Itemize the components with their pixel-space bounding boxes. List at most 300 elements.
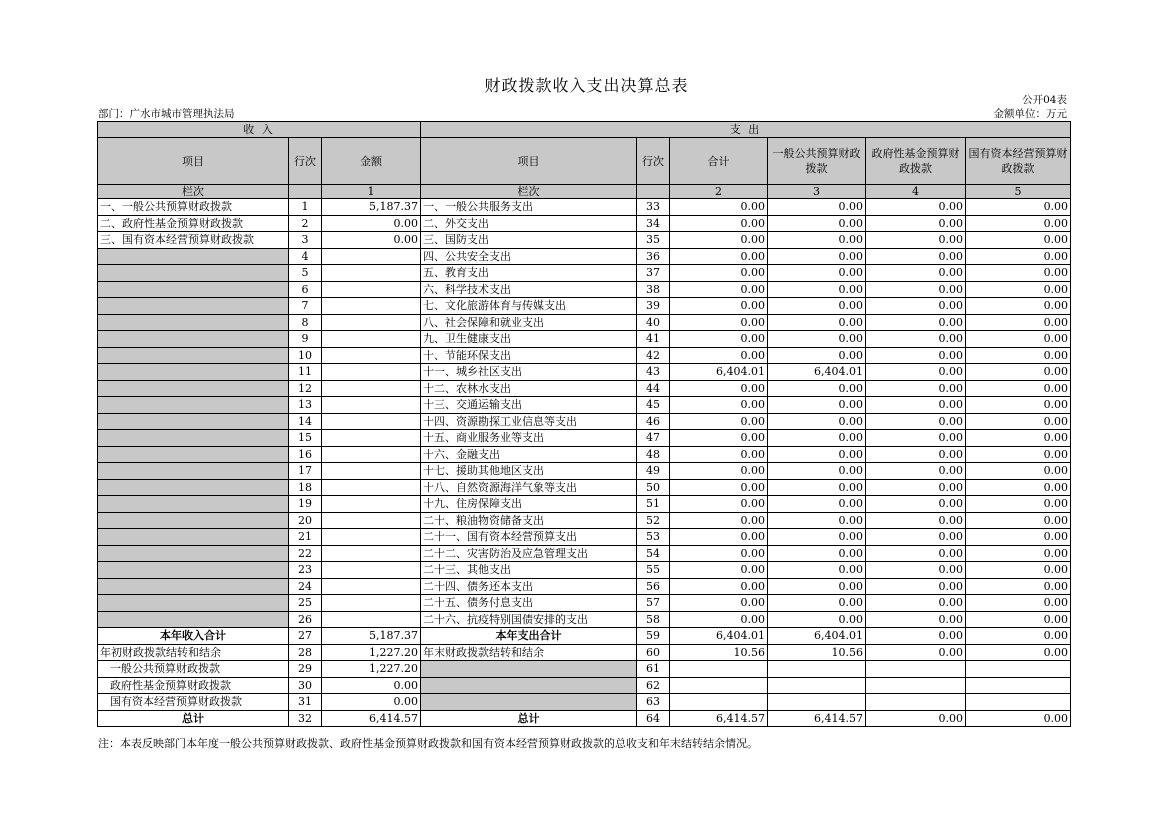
expense-total-amount: 6,404.01: [670, 628, 768, 645]
begin-balance-label: 年初财政拨款结转和结余: [98, 644, 289, 661]
expense-line: 48: [637, 446, 670, 463]
expense-total: 0.00: [670, 314, 768, 331]
income-line: 18: [289, 479, 322, 496]
expense-total: 0.00: [670, 430, 768, 447]
expense-header: 支 出: [421, 122, 1071, 138]
begin-balance-amount: 1,227.20: [322, 644, 421, 661]
expense-line: 44: [637, 380, 670, 397]
expense-fund: 0.00: [866, 562, 966, 579]
expense-total: 0.00: [670, 545, 768, 562]
expense-state: 0.00: [966, 446, 1071, 463]
income-amount: [322, 545, 421, 562]
expense-fund: 0.00: [866, 611, 966, 628]
end-balance-general: 10.56: [768, 644, 866, 661]
expense-fund: 0.00: [866, 430, 966, 447]
income-amount: [322, 397, 421, 414]
income-line: 13: [289, 397, 322, 414]
expense-state: 0.00: [966, 578, 1071, 595]
expense-line: 49: [637, 463, 670, 480]
expense-general: 0.00: [768, 446, 866, 463]
expense-total: 0.00: [670, 232, 768, 249]
expense-general: 0.00: [768, 512, 866, 529]
expense-state: 0.00: [966, 463, 1071, 480]
blank-cell: [768, 661, 866, 678]
department-label: 部门：广水市城市管理执法局: [98, 108, 235, 120]
income-amount: [322, 446, 421, 463]
expense-general: 0.00: [768, 397, 866, 414]
income-header: 收 入: [98, 122, 421, 138]
expense-general: 0.00: [768, 331, 866, 348]
expense-item: 一、一般公共服务支出: [421, 199, 637, 216]
expense-state: 0.00: [966, 232, 1071, 249]
expense-general: 0.00: [768, 248, 866, 265]
expense-state: 0.00: [966, 479, 1071, 496]
expense-general: 0.00: [768, 479, 866, 496]
expense-total-state: 0.00: [966, 628, 1071, 645]
expense-total: 0.00: [670, 479, 768, 496]
income-line: 21: [289, 529, 322, 546]
grand-expense-fund: 0.00: [866, 710, 966, 727]
table-row: [98, 496, 1071, 513]
expense-line: 56: [637, 578, 670, 595]
expense-total: 0.00: [670, 298, 768, 315]
expense-line-63: 63: [637, 694, 670, 711]
expense-fund: 0.00: [866, 413, 966, 430]
expense-line: 38: [637, 281, 670, 298]
blank-cell: [768, 694, 866, 711]
income-amount: [322, 281, 421, 298]
expense-item: 二十六、抗疫特别国债安排的支出: [421, 611, 637, 628]
table-row: [98, 529, 1071, 546]
table-row: [98, 215, 1071, 232]
expense-total: 0.00: [670, 215, 768, 232]
end-balance-fund: 0.00: [866, 644, 966, 661]
col-header-general: 一般公共预算财政拨款: [768, 138, 866, 185]
unit-label: 金额单位：万元: [993, 108, 1067, 120]
expense-general: 0.00: [768, 380, 866, 397]
income-item: [98, 529, 289, 546]
table-row: [98, 562, 1071, 579]
expense-total-line: 59: [637, 628, 670, 645]
expense-item: 五、教育支出: [421, 265, 637, 282]
income-amount: [322, 380, 421, 397]
income-amount: 0.00: [322, 232, 421, 249]
expense-line: 40: [637, 314, 670, 331]
expense-state: 0.00: [966, 298, 1071, 315]
col-header-amount: 金额: [322, 138, 421, 185]
table-row: [98, 281, 1071, 298]
table-row: [98, 314, 1071, 331]
grand-expense-label: 总计: [421, 710, 637, 727]
expense-total: 0.00: [670, 512, 768, 529]
end-balance-total: 10.56: [670, 644, 768, 661]
col-index-5: 5: [966, 185, 1071, 199]
blank-cell: [421, 677, 637, 694]
col-index-blank: [637, 185, 670, 199]
expense-line-61: 61: [637, 661, 670, 678]
income-item: [98, 496, 289, 513]
col-index-blank: [289, 185, 322, 199]
expense-line: 43: [637, 364, 670, 381]
begin-state-label: 国有资本经营预算财政拨款: [98, 694, 289, 711]
page-title: 财政拨款收入支出决算总表: [484, 76, 689, 95]
expense-total: 0.00: [670, 496, 768, 513]
expense-general: 0.00: [768, 347, 866, 364]
expense-fund: 0.00: [866, 595, 966, 612]
expense-item: 二十一、国有资本经营预算支出: [421, 529, 637, 546]
col-header-expense-item: 项目: [421, 138, 637, 185]
income-item: 一、一般公共预算财政拨款: [98, 199, 289, 216]
expense-general: 0.00: [768, 463, 866, 480]
income-amount: 0.00: [322, 215, 421, 232]
expense-state: 0.00: [966, 562, 1071, 579]
expense-item: 八、社会保障和就业支出: [421, 314, 637, 331]
income-item: [98, 397, 289, 414]
expense-total-label: 本年支出合计: [421, 628, 637, 645]
income-amount: [322, 331, 421, 348]
income-amount: [322, 529, 421, 546]
income-amount: [322, 347, 421, 364]
blank-cell: [670, 661, 768, 678]
col-index-label: 栏次: [98, 185, 289, 199]
expense-total: 0.00: [670, 265, 768, 282]
expense-fund: 0.00: [866, 512, 966, 529]
income-item: [98, 281, 289, 298]
income-amount: [322, 562, 421, 579]
expense-item: 三、国防支出: [421, 232, 637, 249]
grand-expense-state: 0.00: [966, 710, 1071, 727]
income-item: [98, 512, 289, 529]
table-row: [98, 512, 1071, 529]
blank-cell: [966, 677, 1071, 694]
income-line: 19: [289, 496, 322, 513]
expense-total-general: 6,404.01: [768, 628, 866, 645]
expense-general: 0.00: [768, 199, 866, 216]
expense-line: 47: [637, 430, 670, 447]
end-balance-line: 60: [637, 644, 670, 661]
expense-state: 0.00: [966, 529, 1071, 546]
income-line: 24: [289, 578, 322, 595]
expense-item: 七、文化旅游体育与传媒支出: [421, 298, 637, 315]
expense-fund: 0.00: [866, 446, 966, 463]
income-line: 2: [289, 215, 322, 232]
expense-total: 0.00: [670, 199, 768, 216]
expense-item: 二十五、债务付息支出: [421, 595, 637, 612]
expense-line: 58: [637, 611, 670, 628]
income-amount: [322, 314, 421, 331]
expense-item: 六、科学技术支出: [421, 281, 637, 298]
expense-fund: 0.00: [866, 215, 966, 232]
income-item: [98, 595, 289, 612]
income-item: [98, 446, 289, 463]
expense-line-62: 62: [637, 677, 670, 694]
expense-general: 0.00: [768, 314, 866, 331]
expense-fund: 0.00: [866, 529, 966, 546]
income-amount: [322, 479, 421, 496]
grand-expense-line: 64: [637, 710, 670, 727]
table-row: [98, 364, 1071, 381]
income-item: [98, 578, 289, 595]
income-line: 17: [289, 463, 322, 480]
income-item: 二、政府性基金预算财政拨款: [98, 215, 289, 232]
expense-item: 二十三、其他支出: [421, 562, 637, 579]
table-row: [98, 347, 1071, 364]
expense-state: 0.00: [966, 364, 1071, 381]
expense-fund: 0.00: [866, 265, 966, 282]
begin-general-amount: 1,227.20: [322, 661, 421, 678]
expense-fund: 0.00: [866, 545, 966, 562]
expense-general: 0.00: [768, 298, 866, 315]
expense-item: 十六、金融支出: [421, 446, 637, 463]
end-balance-label: 年末财政拨款结转和结余: [421, 644, 637, 661]
expense-state: 0.00: [966, 611, 1071, 628]
expense-line: 51: [637, 496, 670, 513]
income-line: 25: [289, 595, 322, 612]
blank-cell: [866, 694, 966, 711]
col-index-1: 1: [322, 185, 421, 199]
expense-general: 0.00: [768, 413, 866, 430]
expense-fund: 0.00: [866, 397, 966, 414]
table-row: [98, 413, 1071, 430]
expense-item: 十三、交通运输支出: [421, 397, 637, 414]
income-amount: [322, 463, 421, 480]
expense-item: 四、公共安全支出: [421, 248, 637, 265]
expense-total-fund: 0.00: [866, 628, 966, 645]
income-amount: [322, 298, 421, 315]
expense-item: 二、外交支出: [421, 215, 637, 232]
income-line: 4: [289, 248, 322, 265]
expense-state: 0.00: [966, 331, 1071, 348]
expense-state: 0.00: [966, 215, 1071, 232]
income-amount: [322, 413, 421, 430]
income-line: 5: [289, 265, 322, 282]
expense-total: 0.00: [670, 578, 768, 595]
blank-cell: [866, 661, 966, 678]
expense-fund: 0.00: [866, 199, 966, 216]
col-header-income-item: 项目: [98, 138, 289, 185]
income-total-amount: 5,187.37: [322, 628, 421, 645]
table-row: [98, 446, 1071, 463]
expense-line: 34: [637, 215, 670, 232]
expense-total: 0.00: [670, 347, 768, 364]
expense-line: 45: [637, 397, 670, 414]
begin-state-amount: 0.00: [322, 694, 421, 711]
col-header-expense-line: 行次: [637, 138, 670, 185]
expense-item: 十、节能环保支出: [421, 347, 637, 364]
expense-item: 十七、援助其他地区支出: [421, 463, 637, 480]
expense-fund: 0.00: [866, 496, 966, 513]
income-line: 6: [289, 281, 322, 298]
expense-state: 0.00: [966, 347, 1071, 364]
expense-fund: 0.00: [866, 380, 966, 397]
income-line: 12: [289, 380, 322, 397]
expense-total: 0.00: [670, 463, 768, 480]
expense-state: 0.00: [966, 496, 1071, 513]
income-item: [98, 545, 289, 562]
expense-total: 0.00: [670, 595, 768, 612]
income-line: 3: [289, 232, 322, 249]
income-line: 23: [289, 562, 322, 579]
expense-state: 0.00: [966, 281, 1071, 298]
expense-state: 0.00: [966, 545, 1071, 562]
expense-general: 0.00: [768, 562, 866, 579]
table-row: [98, 331, 1071, 348]
income-item: [98, 380, 289, 397]
expense-fund: 0.00: [866, 298, 966, 315]
col-header-total: 合计: [670, 138, 768, 185]
income-item: [98, 347, 289, 364]
expense-total: 0.00: [670, 397, 768, 414]
expense-item: 二十、粮油物资储备支出: [421, 512, 637, 529]
expense-state: 0.00: [966, 314, 1071, 331]
expense-fund: 0.00: [866, 578, 966, 595]
expense-item: 十一、城乡社区支出: [421, 364, 637, 381]
table-row: [98, 298, 1071, 315]
expense-line: 39: [637, 298, 670, 315]
income-line: 20: [289, 512, 322, 529]
grand-total-label: 总计: [98, 710, 289, 727]
income-item: [98, 314, 289, 331]
income-amount: [322, 578, 421, 595]
blank-cell: [670, 694, 768, 711]
expense-fund: 0.00: [866, 347, 966, 364]
income-amount: [322, 611, 421, 628]
expense-fund: 0.00: [866, 281, 966, 298]
col-header-state: 国有资本经营预算财政拨款: [966, 138, 1071, 185]
expense-line: 41: [637, 331, 670, 348]
expense-line: 37: [637, 265, 670, 282]
table-row: [98, 479, 1071, 496]
begin-state-line: 31: [289, 694, 322, 711]
expense-item: 十五、商业服务业等支出: [421, 430, 637, 447]
expense-general: 0.00: [768, 611, 866, 628]
expense-total: 0.00: [670, 281, 768, 298]
income-line: 14: [289, 413, 322, 430]
begin-balance-line: 28: [289, 644, 322, 661]
income-item: [98, 463, 289, 480]
income-amount: [322, 248, 421, 265]
income-line: 8: [289, 314, 322, 331]
blank-cell: [768, 677, 866, 694]
income-line: 22: [289, 545, 322, 562]
expense-state: 0.00: [966, 512, 1071, 529]
blank-cell: [421, 661, 637, 678]
expense-total: 0.00: [670, 413, 768, 430]
table-row: [98, 595, 1071, 612]
end-balance-state: 0.00: [966, 644, 1071, 661]
expense-total: 0.00: [670, 446, 768, 463]
expense-general: 6,404.01: [768, 364, 866, 381]
expense-total: 0.00: [670, 248, 768, 265]
income-item: [98, 265, 289, 282]
expense-general: 0.00: [768, 496, 866, 513]
expense-general: 0.00: [768, 281, 866, 298]
income-item: [98, 562, 289, 579]
expense-item: 二十二、灾害防治及应急管理支出: [421, 545, 637, 562]
income-item: [98, 298, 289, 315]
income-item: [98, 413, 289, 430]
expense-general: 0.00: [768, 215, 866, 232]
expense-fund: 0.00: [866, 248, 966, 265]
expense-line: 57: [637, 595, 670, 612]
col-header-fund: 政府性基金预算财政拨款: [866, 138, 966, 185]
income-item: [98, 364, 289, 381]
finance-table: [97, 121, 1071, 727]
income-line: 10: [289, 347, 322, 364]
income-amount: [322, 595, 421, 612]
table-row: [98, 463, 1071, 480]
income-item: [98, 331, 289, 348]
blank-cell: [421, 694, 637, 711]
expense-line: 54: [637, 545, 670, 562]
income-line: 9: [289, 331, 322, 348]
begin-fund-label: 政府性基金预算财政拨款: [98, 677, 289, 694]
table-row: [98, 232, 1071, 249]
income-line: 15: [289, 430, 322, 447]
expense-total: 0.00: [670, 331, 768, 348]
expense-line: 52: [637, 512, 670, 529]
expense-state: 0.00: [966, 397, 1071, 414]
table-row: [98, 397, 1071, 414]
expense-total: 6,404.01: [670, 364, 768, 381]
table-row: [98, 265, 1071, 282]
expense-line: 35: [637, 232, 670, 249]
income-amount: [322, 512, 421, 529]
expense-line: 46: [637, 413, 670, 430]
expense-item: 九、卫生健康支出: [421, 331, 637, 348]
expense-general: 0.00: [768, 595, 866, 612]
blank-cell: [670, 677, 768, 694]
blank-cell: [866, 677, 966, 694]
col-header-income-line: 行次: [289, 138, 322, 185]
expense-item: 二十四、债务还本支出: [421, 578, 637, 595]
income-item: [98, 430, 289, 447]
income-item: [98, 479, 289, 496]
grand-expense-general: 6,414.57: [768, 710, 866, 727]
expense-state: 0.00: [966, 380, 1071, 397]
begin-general-label: 一般公共预算财政拨款: [98, 661, 289, 678]
expense-item: 十四、资源勘探工业信息等支出: [421, 413, 637, 430]
income-item: [98, 248, 289, 265]
income-amount: [322, 265, 421, 282]
expense-total: 0.00: [670, 611, 768, 628]
expense-general: 0.00: [768, 265, 866, 282]
expense-line: 33: [637, 199, 670, 216]
income-item: [98, 611, 289, 628]
table-row: [98, 199, 1071, 216]
income-amount: [322, 430, 421, 447]
income-line: 11: [289, 364, 322, 381]
expense-state: 0.00: [966, 199, 1071, 216]
expense-line: 42: [637, 347, 670, 364]
income-line: 26: [289, 611, 322, 628]
income-item: 三、国有资本经营预算财政拨款: [98, 232, 289, 249]
expense-state: 0.00: [966, 265, 1071, 282]
expense-fund: 0.00: [866, 232, 966, 249]
expense-line: 53: [637, 529, 670, 546]
expense-fund: 0.00: [866, 479, 966, 496]
expense-state: 0.00: [966, 248, 1071, 265]
expense-fund: 0.00: [866, 331, 966, 348]
table-row: [98, 380, 1071, 397]
expense-total: 0.00: [670, 529, 768, 546]
table-row: [98, 545, 1071, 562]
expense-fund: 0.00: [866, 314, 966, 331]
expense-item: 十二、农林水支出: [421, 380, 637, 397]
grand-total-amount: 6,414.57: [322, 710, 421, 727]
expense-fund: 0.00: [866, 463, 966, 480]
income-amount: [322, 364, 421, 381]
